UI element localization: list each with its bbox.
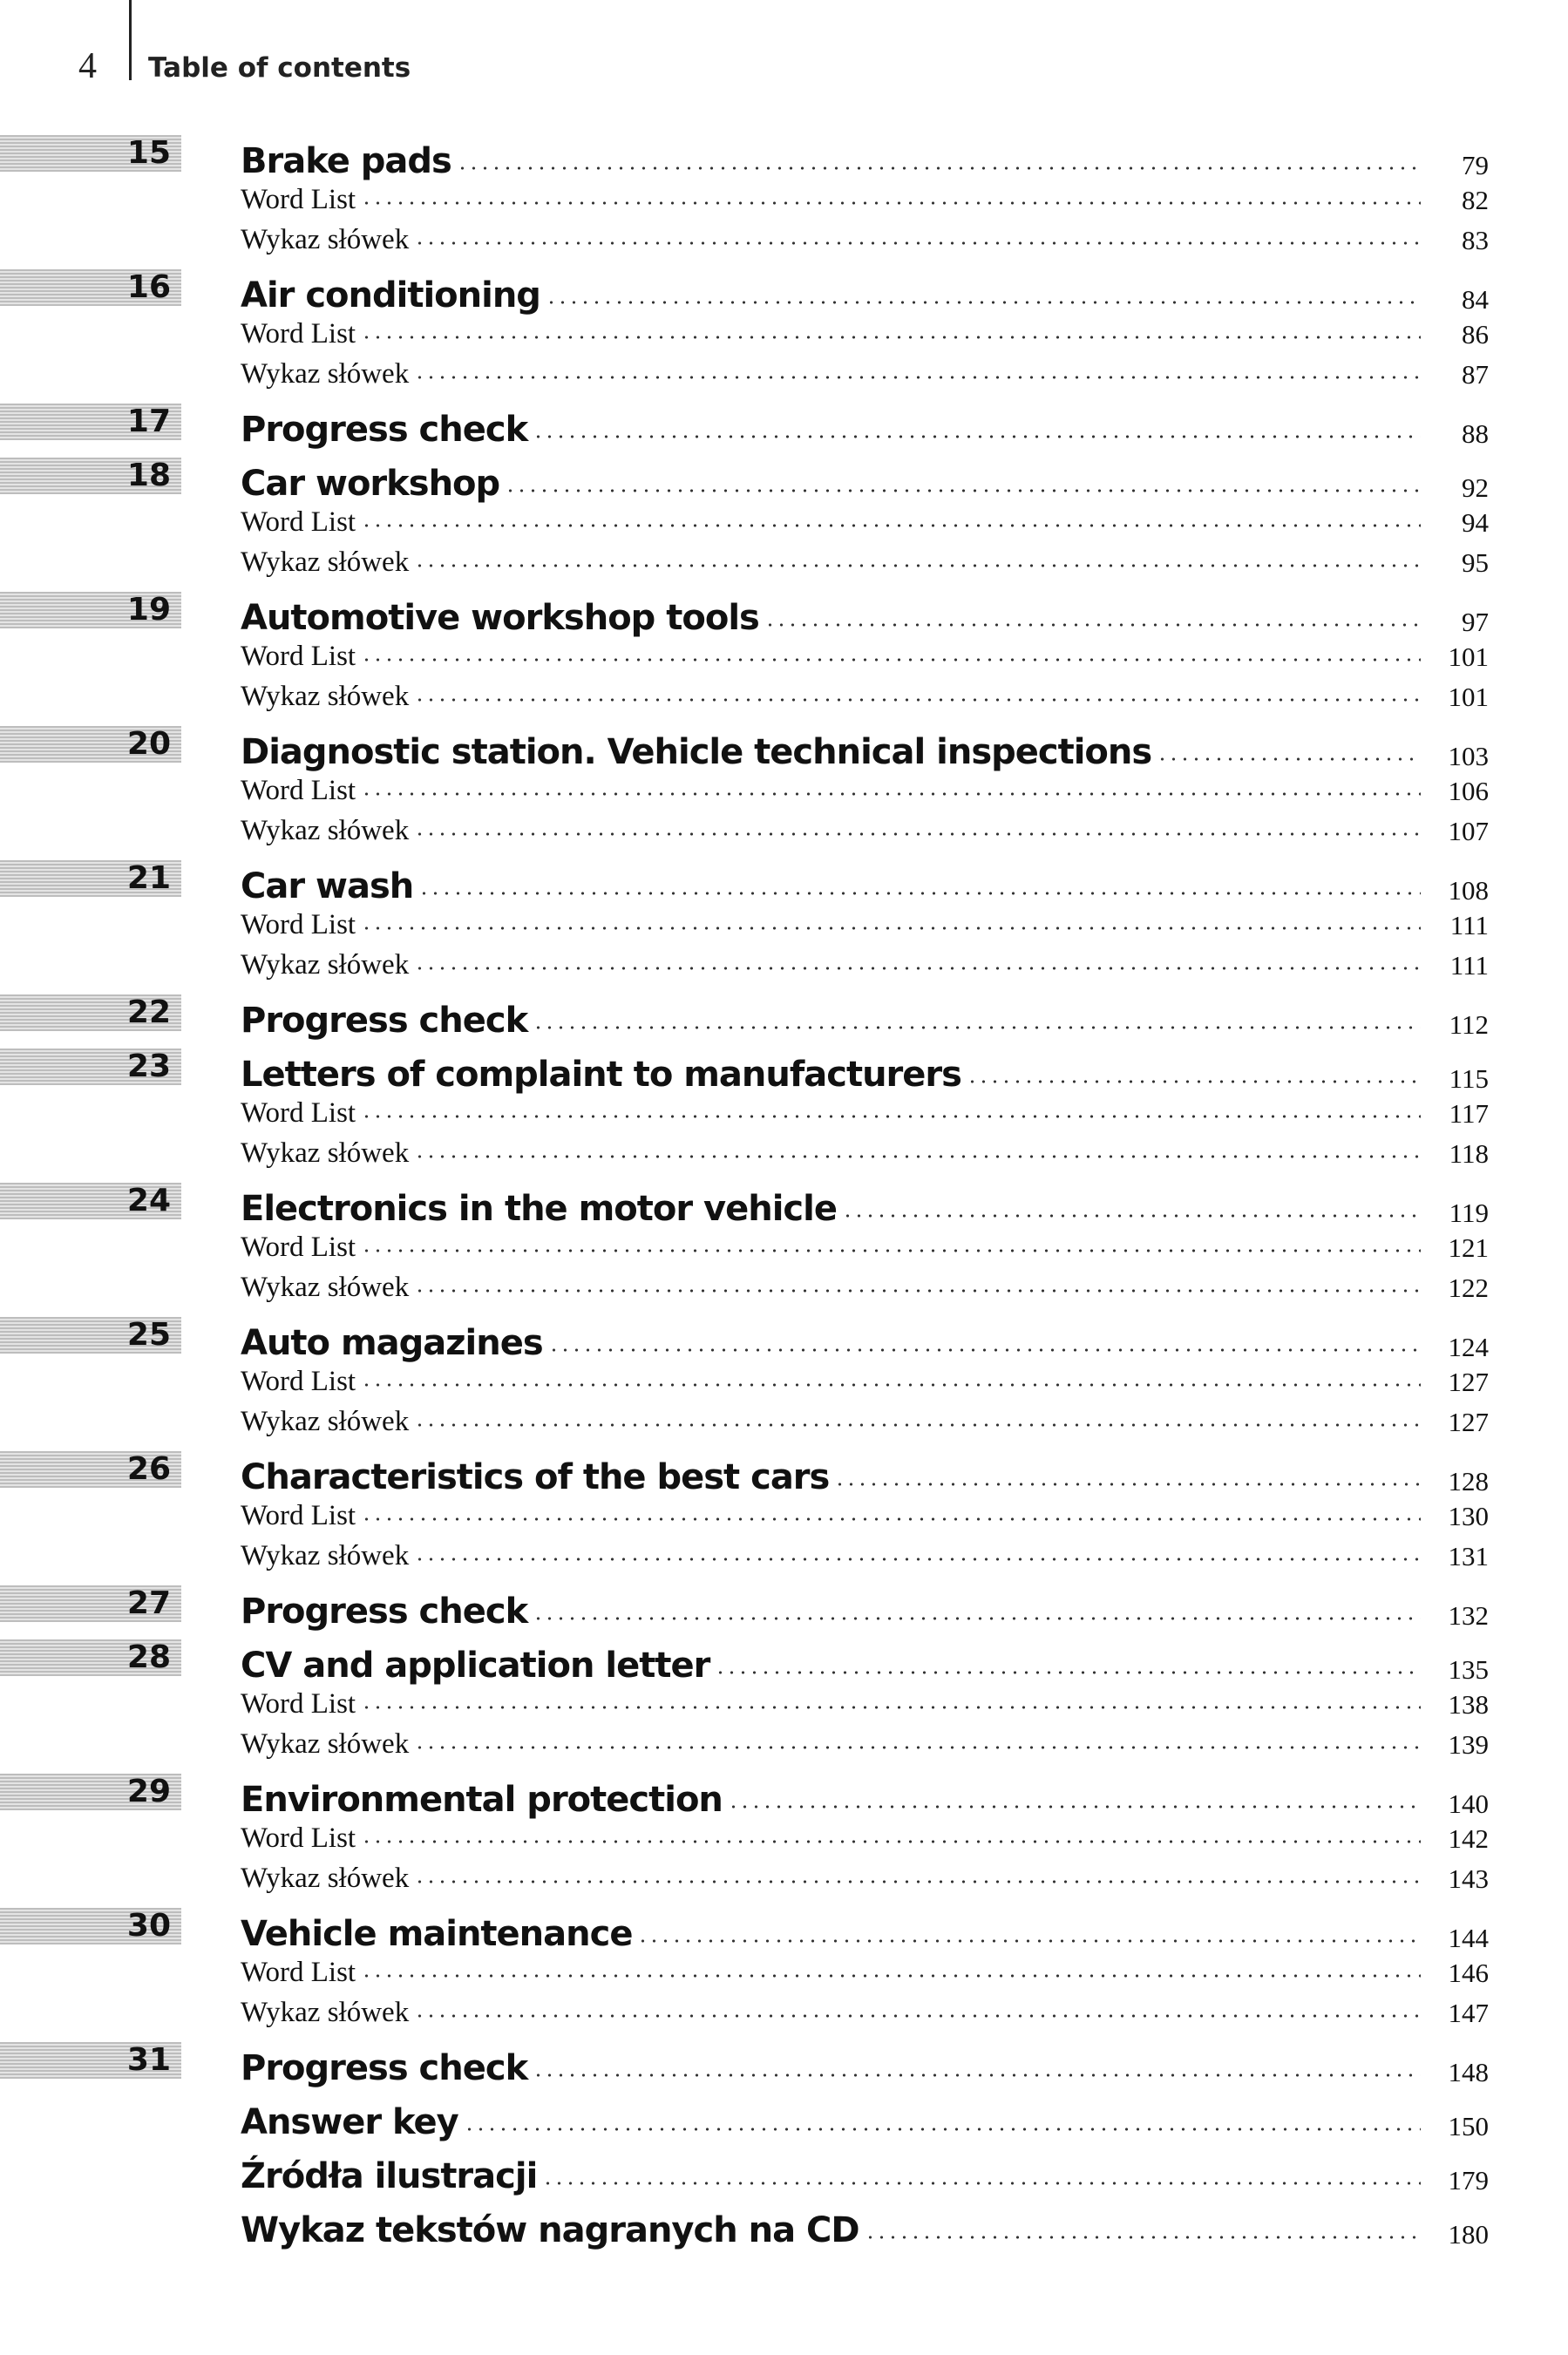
page-ref: 79 xyxy=(1462,149,1489,180)
toc-subentry[interactable] xyxy=(241,1129,1489,1169)
chapter-number-tab: 30 xyxy=(0,1908,181,1944)
page-ref: 124 xyxy=(1448,1331,1489,1362)
toc-subentry[interactable] xyxy=(241,1948,1489,1988)
subentry-label: Word List xyxy=(241,1822,356,1854)
toc-subentry[interactable] xyxy=(241,538,1489,578)
dot-leader xyxy=(361,1972,1421,1979)
toc-entry[interactable] xyxy=(241,1040,1489,1094)
subentry-label: Wykaz słówek xyxy=(241,1271,410,1303)
page-ref: 84 xyxy=(1462,283,1489,315)
dot-leader xyxy=(361,1247,1421,1254)
page-ref: 83 xyxy=(1462,224,1489,255)
page-ref: 107 xyxy=(1448,815,1489,846)
toc-entry[interactable] xyxy=(241,261,1489,315)
page-ref: 139 xyxy=(1448,1728,1489,1760)
dot-leader xyxy=(533,1615,1421,1622)
toc-subentry[interactable] xyxy=(241,1854,1489,1894)
page-ref: 115 xyxy=(1449,1062,1489,1094)
chapter-title: Air conditioning xyxy=(241,275,540,316)
page-ref: 92 xyxy=(1462,472,1489,503)
page-ref: 94 xyxy=(1462,506,1489,538)
dot-leader xyxy=(414,562,1421,569)
dot-leader xyxy=(414,374,1421,381)
page-ref: 140 xyxy=(1448,1788,1489,1819)
chapter-title: Letters of complaint to manufacturers xyxy=(241,1055,961,1095)
dot-leader xyxy=(361,791,1421,797)
page-ref: 144 xyxy=(1448,1922,1489,1953)
subentry-label: Word List xyxy=(241,183,356,215)
chapter-number-tab: 25 xyxy=(0,1317,181,1354)
toc-subentry[interactable] xyxy=(241,1357,1489,1397)
chapter-title: Characteristics of the best cars xyxy=(241,1457,830,1497)
dot-leader xyxy=(414,1744,1421,1751)
chapter-number-tab: 19 xyxy=(0,592,181,628)
dot-leader xyxy=(533,433,1421,440)
toc-entry[interactable] xyxy=(241,717,1489,771)
toc-entry[interactable] xyxy=(241,1442,1489,1496)
toc-entry[interactable] xyxy=(241,986,1489,1040)
chapter-number-tab: 28 xyxy=(0,1639,181,1676)
subentry-label: Wykaz słówek xyxy=(241,1727,410,1760)
toc-subentry[interactable] xyxy=(241,350,1489,390)
dot-leader xyxy=(361,1516,1421,1523)
toc-subentry[interactable] xyxy=(241,309,1489,350)
toc-subentry[interactable] xyxy=(241,900,1489,940)
page-ref: 112 xyxy=(1449,1008,1489,1040)
toc-subentry[interactable] xyxy=(241,632,1489,672)
chapter-title: Vehicle maintenance xyxy=(241,1914,633,1954)
toc-entry[interactable] xyxy=(241,2196,1489,2250)
dot-leader xyxy=(414,1153,1421,1160)
dot-leader xyxy=(764,621,1421,628)
page-ref: 106 xyxy=(1448,775,1489,806)
dot-leader xyxy=(414,1422,1421,1429)
chapter-number-tab: 26 xyxy=(0,1451,181,1488)
toc-entry[interactable] xyxy=(241,1765,1489,1819)
toc-entry[interactable] xyxy=(241,2033,1489,2087)
subentry-label: Word List xyxy=(241,1956,356,1988)
toc-subentry[interactable] xyxy=(241,215,1489,255)
page-ref: 135 xyxy=(1448,1653,1489,1685)
subentry-label: Word List xyxy=(241,1365,356,1397)
page-ref: 143 xyxy=(1448,1863,1489,1894)
subentry-label: Wykaz słówek xyxy=(241,1137,410,1169)
page-ref: 88 xyxy=(1462,417,1489,449)
dot-leader xyxy=(865,2234,1421,2241)
toc-entry[interactable] xyxy=(241,2087,1489,2141)
subentry-label: Wykaz słówek xyxy=(241,680,410,712)
toc-subentry[interactable] xyxy=(241,806,1489,846)
chapter-title: Wykaz tekstów nagranych na CD xyxy=(241,2210,859,2250)
toc-entry[interactable] xyxy=(241,1899,1489,1953)
dot-leader xyxy=(715,1669,1421,1676)
toc-entry[interactable] xyxy=(241,395,1489,449)
chapter-title: Auto magazines xyxy=(241,1323,543,1363)
dot-leader xyxy=(361,656,1421,663)
toc-subentry[interactable] xyxy=(241,1531,1489,1571)
chapter-title: Źródła ilustracji xyxy=(241,2156,538,2196)
dot-leader xyxy=(361,1704,1421,1711)
dot-leader xyxy=(414,1287,1421,1294)
dot-leader xyxy=(418,890,1421,897)
dot-leader xyxy=(834,1481,1421,1488)
dot-leader xyxy=(533,2072,1421,2079)
page-ref: 131 xyxy=(1448,1540,1489,1571)
toc-entry[interactable] xyxy=(241,852,1489,906)
subentry-label: Wykaz słówek xyxy=(241,1996,410,2028)
chapter-number-tab: 21 xyxy=(0,860,181,897)
dot-leader xyxy=(361,334,1421,341)
chapter-title: Brake pads xyxy=(241,141,451,181)
dot-leader xyxy=(464,2126,1421,2133)
page-ref: 121 xyxy=(1448,1232,1489,1263)
dot-leader xyxy=(414,696,1421,703)
toc-subentry[interactable] xyxy=(241,1988,1489,2028)
dot-leader xyxy=(548,1347,1421,1354)
dot-leader xyxy=(505,487,1421,494)
subentry-label: Wykaz słówek xyxy=(241,223,410,255)
chapter-number-tab: 22 xyxy=(0,994,181,1031)
page-ref: 138 xyxy=(1448,1688,1489,1720)
page-ref: 118 xyxy=(1449,1137,1489,1169)
page-ref: 147 xyxy=(1448,1997,1489,2028)
chapter-title: Progress check xyxy=(241,1001,528,1041)
chapter-number-tab: 17 xyxy=(0,404,181,440)
dot-leader xyxy=(1157,756,1421,763)
subentry-label: Word List xyxy=(241,908,356,940)
dot-leader xyxy=(414,240,1421,247)
dot-leader xyxy=(414,1878,1421,1885)
page-ref: 142 xyxy=(1448,1822,1489,1854)
toc-subentry[interactable] xyxy=(241,766,1489,806)
chapter-title: CV and application letter xyxy=(241,1646,710,1686)
dot-leader xyxy=(457,165,1421,172)
subentry-label: Wykaz słówek xyxy=(241,546,410,578)
subentry-label: Wykaz słówek xyxy=(241,948,410,981)
subentry-label: Wykaz słówek xyxy=(241,1539,410,1571)
toc-subentry[interactable] xyxy=(241,1814,1489,1854)
page-ref: 108 xyxy=(1448,874,1489,906)
dot-leader xyxy=(414,1556,1421,1563)
page-ref: 128 xyxy=(1448,1465,1489,1496)
toc-entry[interactable] xyxy=(241,583,1489,637)
dot-leader xyxy=(842,1212,1421,1219)
subentry-label: Word List xyxy=(241,640,356,672)
dot-leader xyxy=(542,2180,1421,2187)
page-title: Table of contents xyxy=(148,52,411,84)
chapter-number-tab: 18 xyxy=(0,458,181,494)
page-ref: 179 xyxy=(1448,2164,1489,2196)
page-ref: 122 xyxy=(1448,1272,1489,1303)
subentry-label: Word List xyxy=(241,1231,356,1263)
chapter-title: Environmental protection xyxy=(241,1780,723,1820)
dot-leader xyxy=(637,1938,1421,1944)
subentry-label: Word List xyxy=(241,506,356,538)
dot-leader xyxy=(361,522,1421,529)
dot-leader xyxy=(361,200,1421,207)
dot-leader xyxy=(546,299,1421,306)
toc-entry[interactable] xyxy=(241,1631,1489,1685)
chapter-title: Car wash xyxy=(241,866,414,906)
dot-leader xyxy=(361,1113,1421,1120)
toc-entry[interactable] xyxy=(241,1577,1489,1631)
toc-subentry[interactable] xyxy=(241,175,1489,215)
chapter-number-tab: 31 xyxy=(0,2042,181,2079)
toc-entry[interactable] xyxy=(241,449,1489,503)
subentry-label: Wykaz słówek xyxy=(241,1405,410,1437)
page-ref: 111 xyxy=(1449,909,1489,940)
subentry-label: Wykaz słówek xyxy=(241,1862,410,1894)
toc-subentry[interactable] xyxy=(241,1223,1489,1263)
chapter-title: Electronics in the motor vehicle xyxy=(241,1189,837,1229)
subentry-label: Word List xyxy=(241,1687,356,1720)
page-ref: 87 xyxy=(1462,358,1489,390)
page-ref: 180 xyxy=(1448,2218,1489,2250)
toc-subentry[interactable] xyxy=(241,1397,1489,1437)
dot-leader xyxy=(728,1803,1421,1810)
chapter-title: Diagnostic station. Vehicle technical inspections xyxy=(241,732,1152,772)
subentry-label: Word List xyxy=(241,1096,356,1129)
page-ref: 117 xyxy=(1449,1097,1489,1129)
page-ref: 150 xyxy=(1448,2110,1489,2141)
page-ref: 132 xyxy=(1448,1599,1489,1631)
chapter-number-tab: 29 xyxy=(0,1774,181,1810)
chapter-title: Progress check xyxy=(241,410,528,450)
dot-leader xyxy=(533,1024,1421,1031)
chapter-number-tab: 27 xyxy=(0,1585,181,1622)
subentry-label: Wykaz słówek xyxy=(241,357,410,390)
toc-entry[interactable] xyxy=(241,126,1489,180)
page-ref: 82 xyxy=(1462,184,1489,215)
toc-subentry[interactable] xyxy=(241,1263,1489,1303)
chapter-number-tab: 15 xyxy=(0,135,181,172)
chapter-title: Automotive workshop tools xyxy=(241,598,759,638)
page-ref: 101 xyxy=(1448,641,1489,672)
subentry-label: Word List xyxy=(241,1499,356,1531)
dot-leader xyxy=(414,831,1421,838)
chapter-number-tab: 16 xyxy=(0,269,181,306)
chapter-number-tab: 23 xyxy=(0,1049,181,1085)
page-ref: 148 xyxy=(1448,2056,1489,2087)
chapter-number-tab: 20 xyxy=(0,726,181,763)
toc-subentry[interactable] xyxy=(241,940,1489,981)
chapter-title: Progress check xyxy=(241,2048,528,2088)
page-ref: 86 xyxy=(1462,318,1489,350)
chapter-number-tab: 24 xyxy=(0,1183,181,1219)
dot-leader xyxy=(414,2012,1421,2019)
page-ref: 97 xyxy=(1462,606,1489,637)
page-ref: 101 xyxy=(1448,681,1489,712)
chapter-title: Car workshop xyxy=(241,464,500,504)
page-ref: 130 xyxy=(1448,1500,1489,1531)
dot-leader xyxy=(361,1381,1421,1388)
dot-leader xyxy=(361,1838,1421,1845)
toc-subentry[interactable] xyxy=(241,498,1489,538)
toc-subentry[interactable] xyxy=(241,1491,1489,1531)
subentry-label: Word List xyxy=(241,774,356,806)
page-ref: 119 xyxy=(1449,1197,1489,1228)
toc-subentry[interactable] xyxy=(241,672,1489,712)
subentry-label: Wykaz słówek xyxy=(241,814,410,846)
page-ref: 95 xyxy=(1462,546,1489,578)
subentry-label: Word List xyxy=(241,317,356,350)
page-ref: 127 xyxy=(1448,1366,1489,1397)
dot-leader xyxy=(414,965,1421,972)
chapter-title: Answer key xyxy=(241,2102,458,2142)
dot-leader xyxy=(361,925,1421,932)
toc-subentry[interactable] xyxy=(241,1089,1489,1129)
toc-subentry[interactable] xyxy=(241,1720,1489,1760)
toc-subentry[interactable] xyxy=(241,1680,1489,1720)
toc-entry[interactable] xyxy=(241,1308,1489,1362)
page-ref: 103 xyxy=(1448,740,1489,771)
dot-leader xyxy=(967,1078,1421,1085)
page-ref: 111 xyxy=(1449,949,1489,981)
page-ref: 127 xyxy=(1448,1406,1489,1437)
toc-entry[interactable] xyxy=(241,1174,1489,1228)
chapter-title: Progress check xyxy=(241,1591,528,1632)
toc-entry[interactable] xyxy=(241,2141,1489,2196)
page-ref: 146 xyxy=(1448,1957,1489,1988)
page-number: 4 xyxy=(78,46,97,86)
